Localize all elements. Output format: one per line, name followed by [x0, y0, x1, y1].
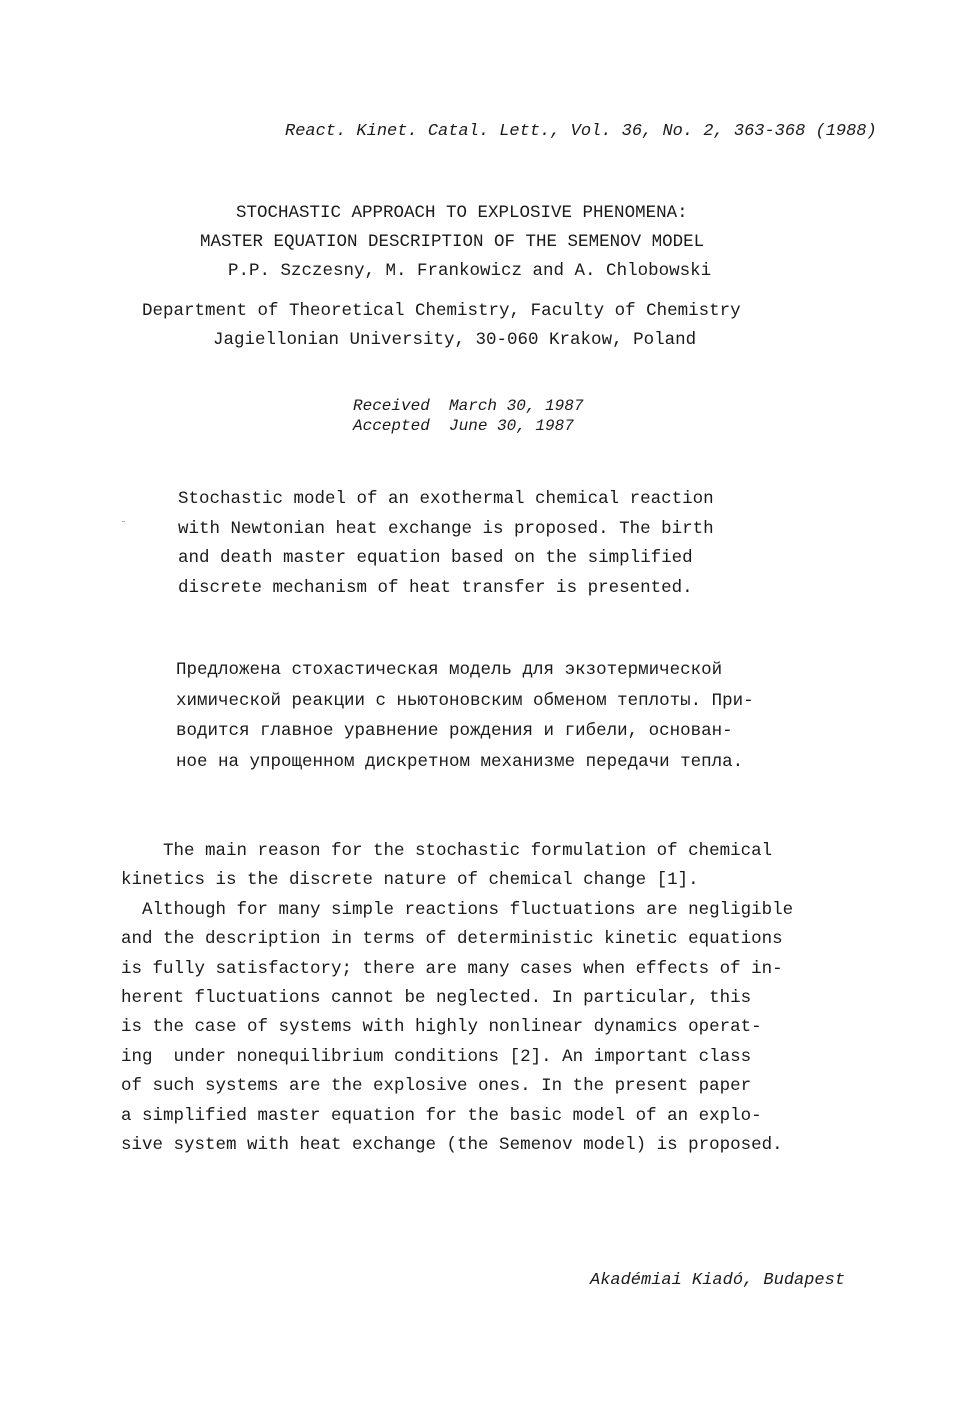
abstract-en-line: discrete mechanism of heat transfer is presented. [178, 577, 693, 598]
affiliation-line-1: Department of Theoretical Chemistry, Faculty of Chemistry [142, 301, 741, 321]
body-line: Although for many simple reactions fluctuations are negligible [121, 899, 794, 920]
abstract-en-line: Stochastic model of an exothermal chemical reaction [178, 489, 714, 509]
body-line: a simplified master equation for the basic model of an explo- [121, 1105, 762, 1126]
abstract-en-line: with Newtonian heat exchange is proposed. The birth [178, 518, 714, 539]
affiliation-line-2: Jagiellonian University, 30-060 Krakow, Poland [213, 330, 697, 350]
accepted-date: Accepted June 30, 1987 [353, 417, 574, 435]
abstract-ru-line: Предложена стохастическая модель для экзотермической [176, 660, 723, 680]
body-line: is the case of systems with highly nonlinear dynamics operat- [121, 1017, 762, 1038]
abstract-ru-line: ное на упрощенном дискретном механизме передачи тепла. [176, 751, 744, 772]
body-line: The main reason for the stochastic formulation of chemical [121, 841, 773, 861]
journal-citation: React. Kinet. Catal. Lett., Vol. 36, No. 2, 363-368 (1988) [285, 122, 877, 141]
body-line: ing under nonequilibrium conditions [2]. An important class [121, 1046, 752, 1067]
abstract-ru-line: водится главное уравнение рождения и гибели, основан- [176, 721, 733, 741]
body-line: and the description in terms of deterministic kinetic equations [121, 929, 783, 950]
abstract-english [178, 485, 714, 603]
body-line: sive system with heat exchange (the Semenov model) is proposed. [121, 1135, 783, 1156]
received-date: Received March 30, 1987 [353, 397, 584, 415]
publisher-footer: Akadémiai Kiadó, Budapest [590, 1271, 846, 1290]
authors: P.P. Szczesny, M. Frankowicz and A. Chlobowski [228, 261, 712, 281]
abstract-ru-line: химической реакции с ньютоновским обменом теплоты. При- [176, 690, 754, 711]
title-line-2: MASTER EQUATION DESCRIPTION OF THE SEMENOV MODEL [200, 232, 705, 252]
body-line: of such systems are the explosive ones. In the present paper [121, 1076, 752, 1097]
body-text [121, 837, 793, 1160]
abstract-en-line: and death master equation based on the simplified [178, 548, 693, 568]
scan-speck [122, 521, 125, 522]
title-line-1: STOCHASTIC APPROACH TO EXPLOSIVE PHENOMENA: [236, 203, 688, 223]
body-line: is fully satisfactory; there are many cases when effects of in- [121, 958, 783, 979]
body-line: kinetics is the discrete nature of chemical change [1]. [121, 870, 699, 891]
body-line: herent fluctuations cannot be neglected. In particular, this [121, 988, 752, 1009]
abstract-russian [176, 655, 754, 777]
